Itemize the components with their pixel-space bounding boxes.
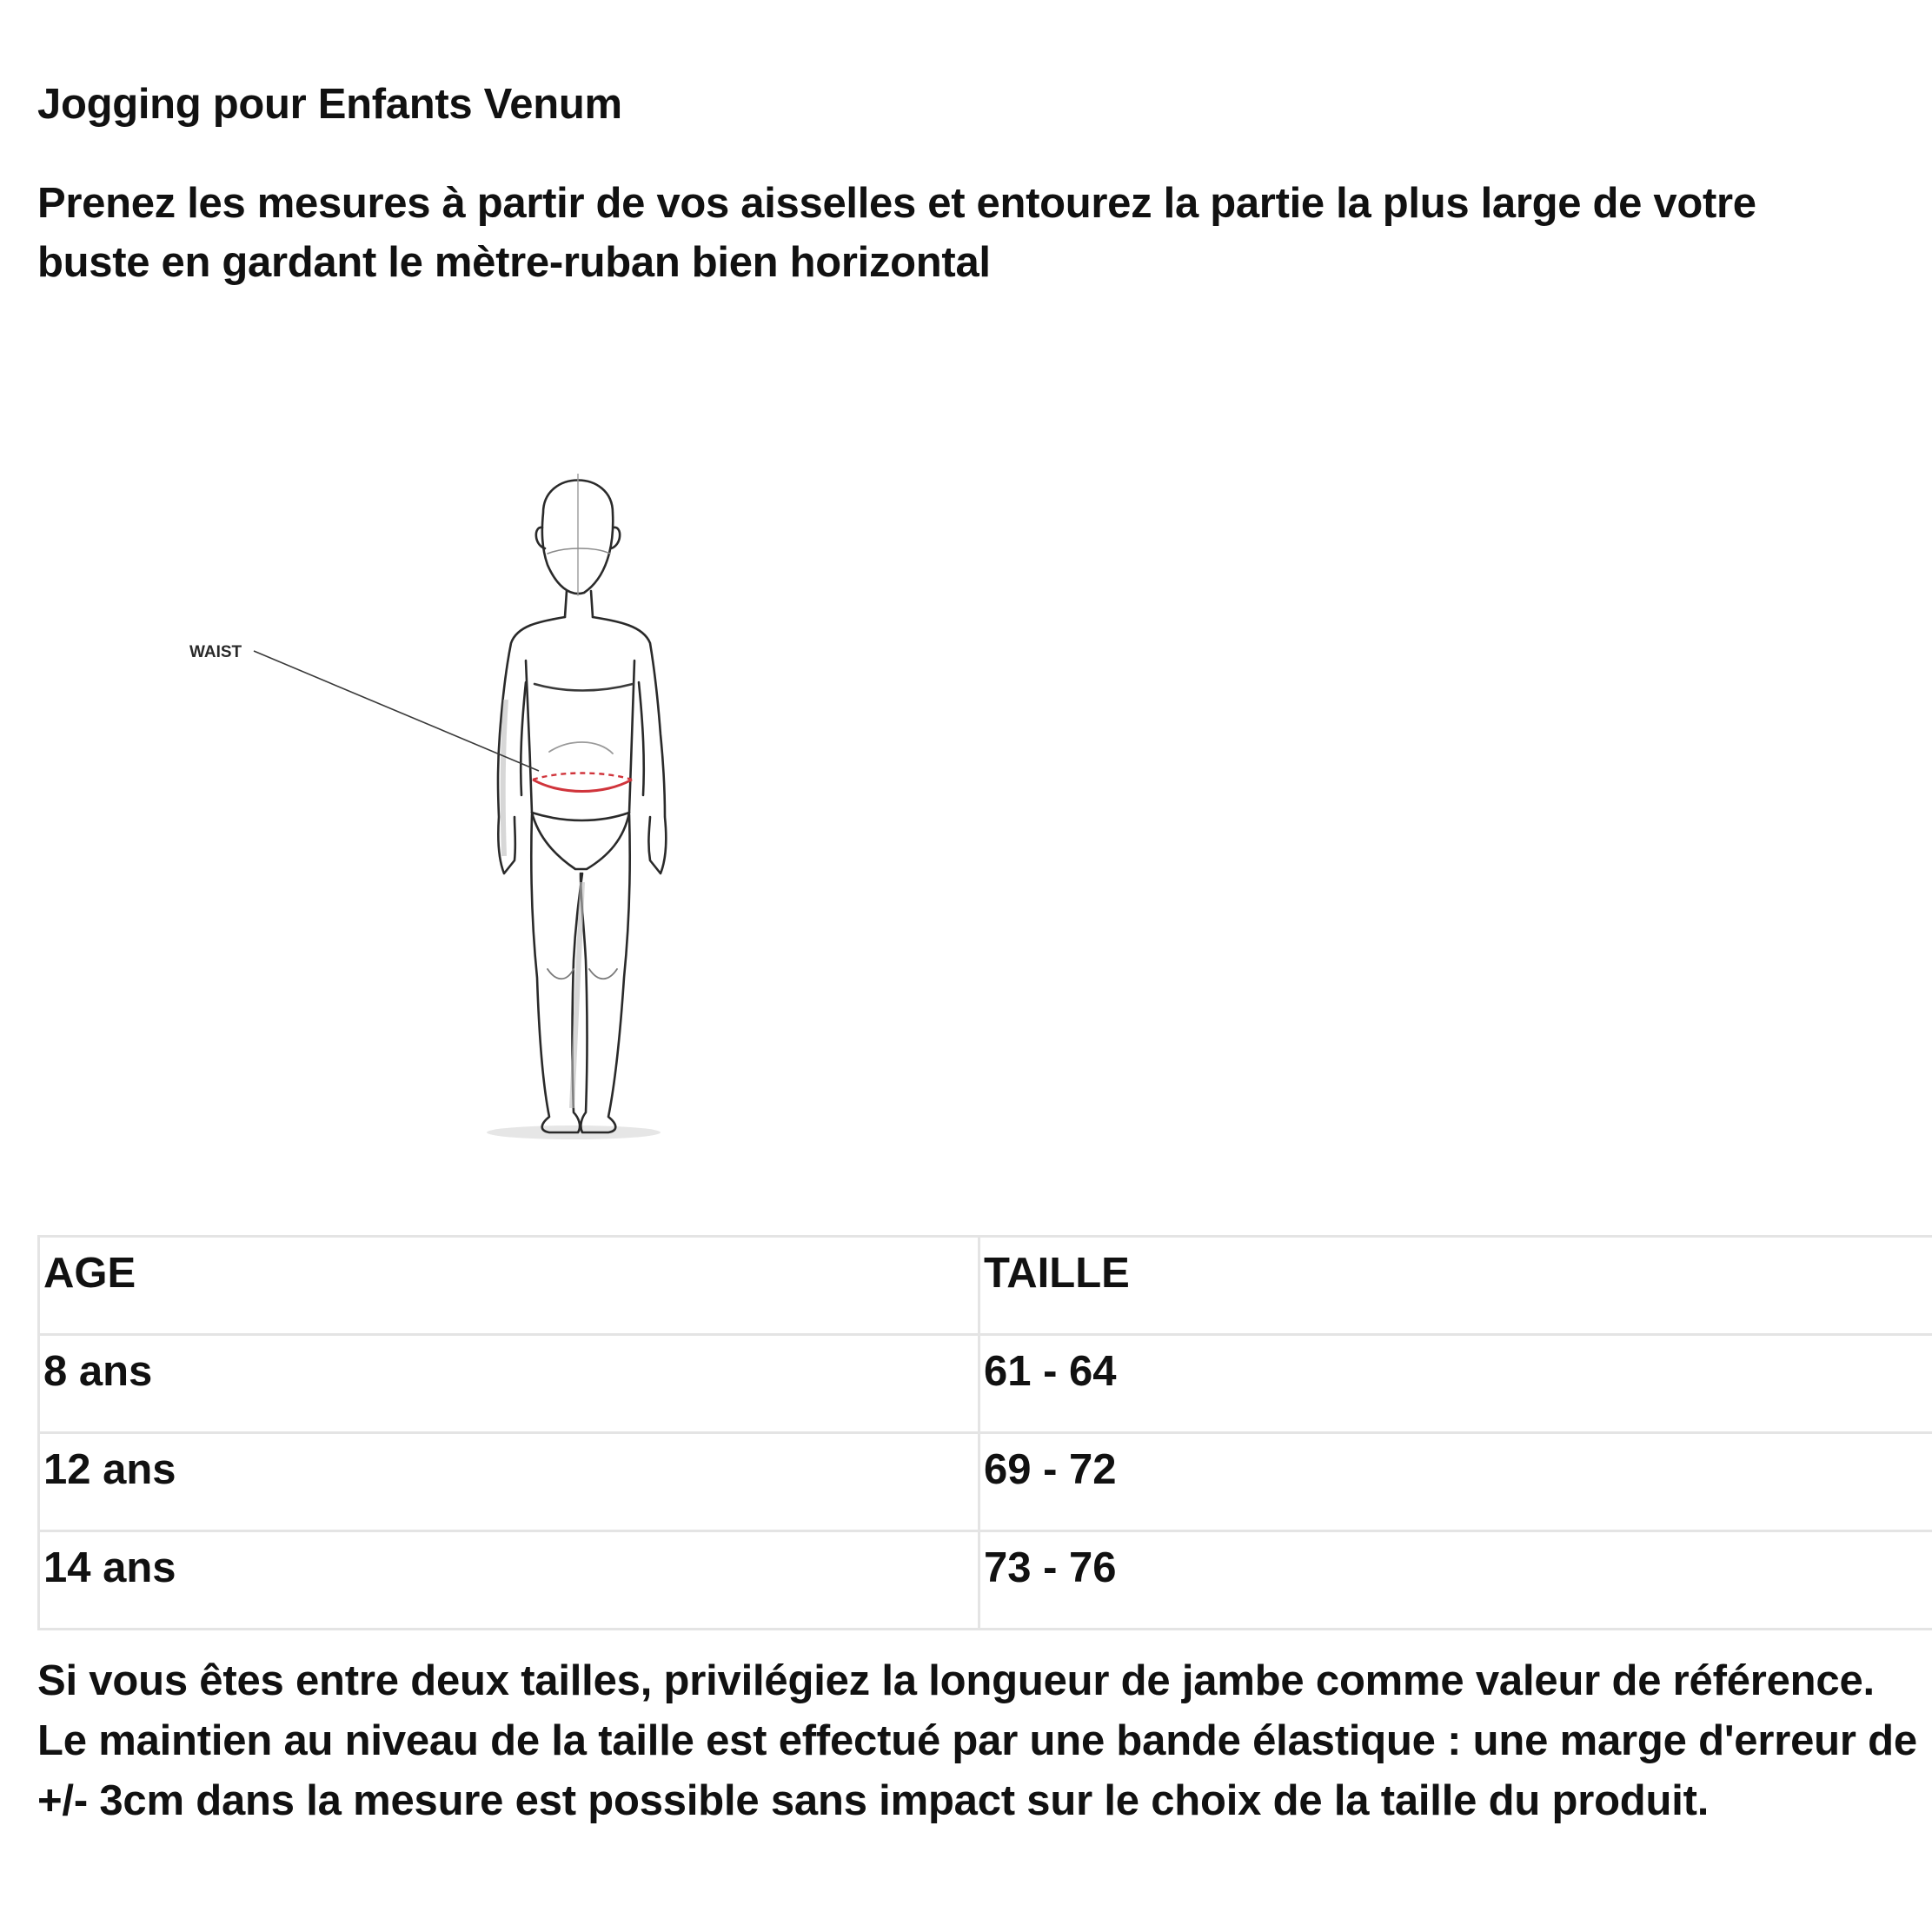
age-cell: 14 ans [39,1531,979,1630]
header-taille: TAILLE [979,1237,1932,1335]
waist-dashed-band [533,773,632,780]
body-outline [498,474,666,1132]
size-note-line1: Si vous êtes entre deux tailles, privilégiez la longueur de jambe comme valeur de référence. [37,1657,1875,1704]
size-note [37,1651,1923,1831]
table-row [39,1433,1932,1531]
taille-cell: 73 - 76 [979,1531,1932,1630]
waist-label: WAIST [189,643,242,661]
child-body-illustration [174,474,695,1160]
size-chart-table [37,1235,1932,1630]
waist-pointer-line [254,651,539,771]
measurement-instructions: Prenez les mesures à partir de vos aisselles et entourez la partie la plus large de votre buste en gardant le mètre-ruban bien horizontal [37,180,1756,286]
waist-measurement-figure [174,474,695,1160]
header-age: AGE [39,1237,979,1335]
age-cell: 12 ans [39,1433,979,1531]
taille-cell: 69 - 72 [979,1433,1932,1531]
taille-cell: 61 - 64 [979,1335,1932,1433]
age-cell: 8 ans [39,1335,979,1433]
page-title: Jogging pour Enfants Venum [37,81,622,128]
table-header-row [39,1237,1932,1335]
size-note-line2: Le maintien au niveau de la taille est effectué par une bande élastique : une marge d'erreur de +/- 3cm dans la mesure est possible sans impact sur le choix de la taille du produit. [37,1717,1917,1824]
table-row [39,1531,1932,1630]
table-row [39,1335,1932,1433]
waist-solid-band [533,780,632,792]
